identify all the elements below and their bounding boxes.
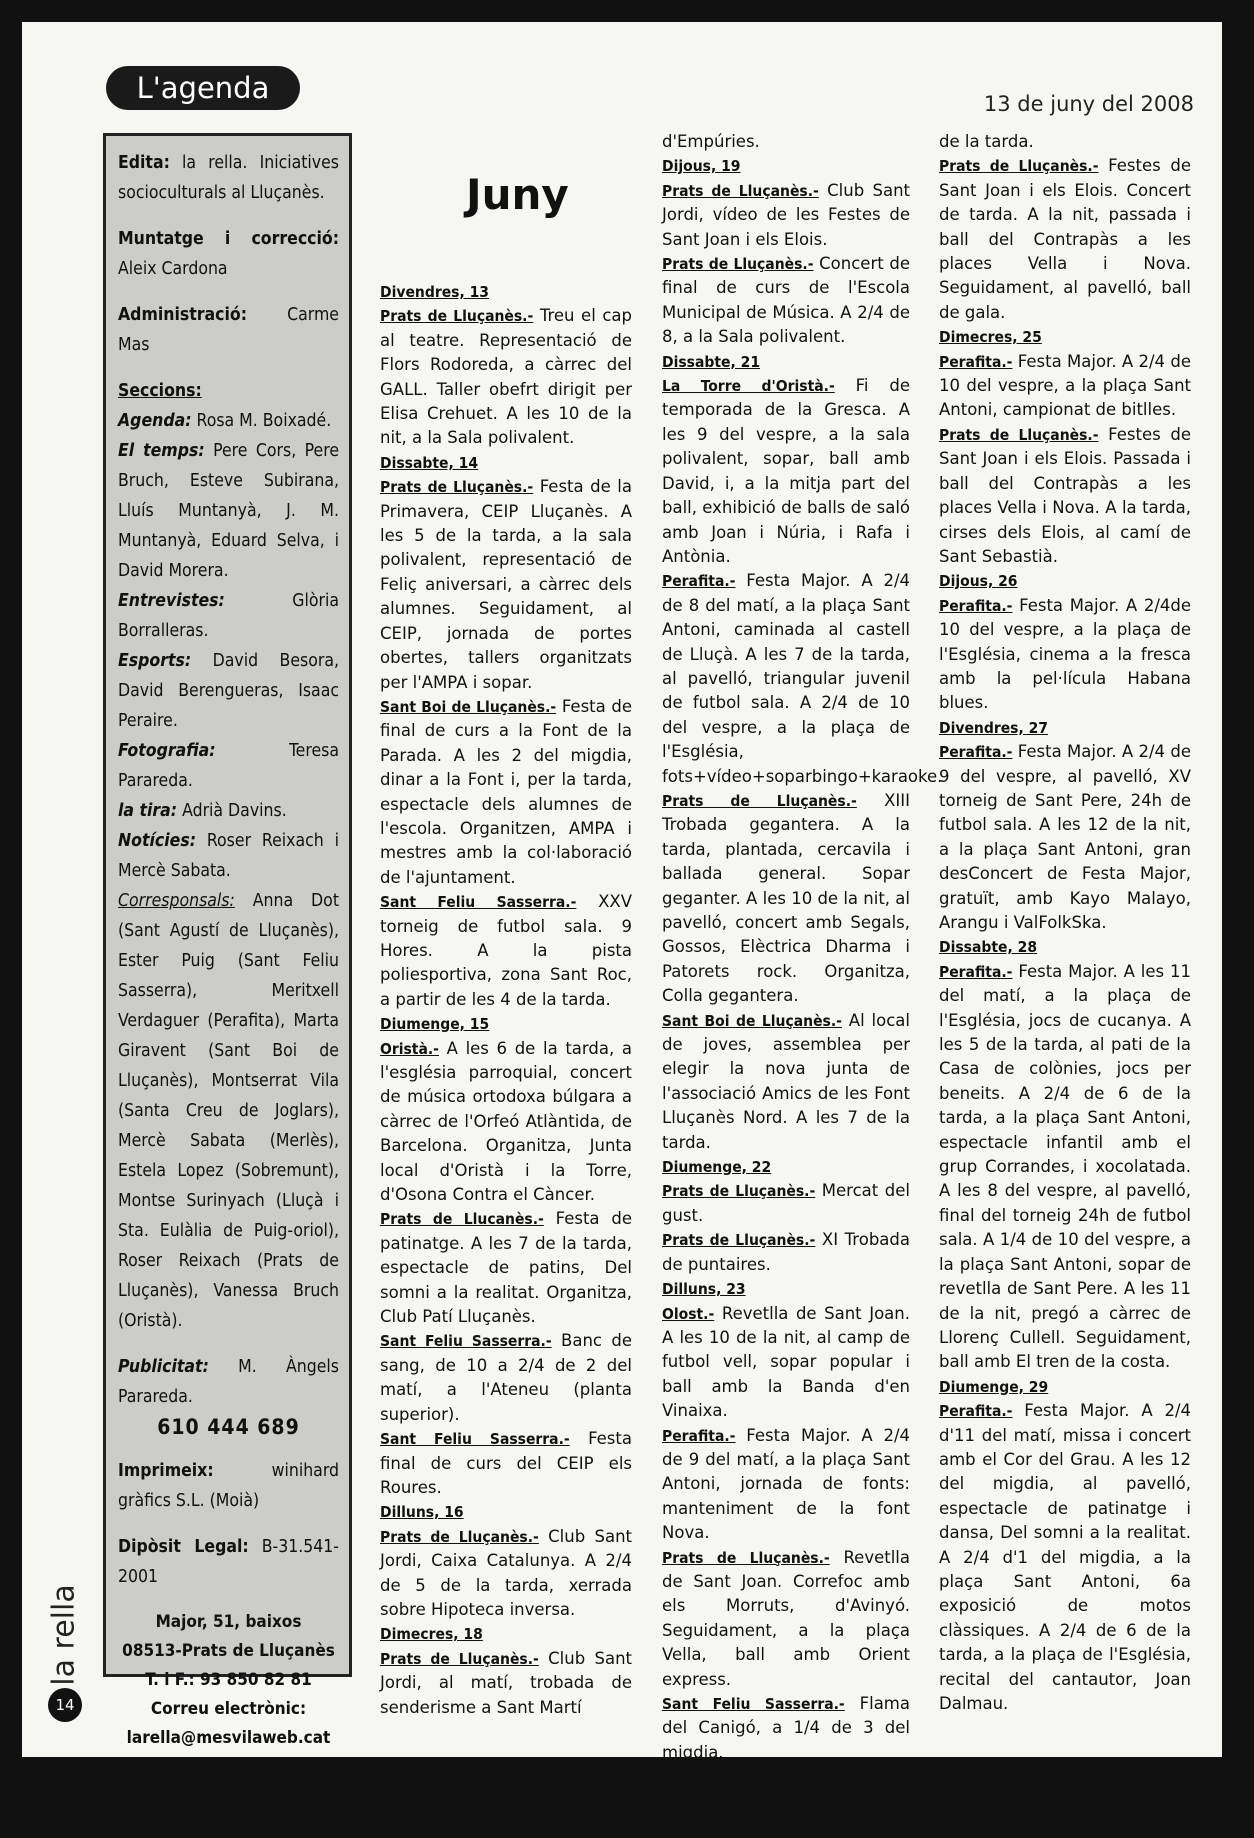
entry-place: Sant Boi de Lluçanès.- [380,697,557,716]
section-title: L'agenda [136,71,270,105]
advertising-phone: 610 444 689 [157,1415,300,1439]
agenda-entry [380,695,632,890]
entry-text: Banc de sang, de 10 a 2/4 de 2 del matí, a l'Ateneu (planta superior). [380,1331,632,1424]
agenda-entry [380,1207,632,1329]
day-heading: Dissabte, 21 [662,352,761,371]
agenda-entry [662,1546,910,1692]
agenda-entry [662,1009,910,1155]
entry-text: XIII Trobada gegantera. A la tarda, plantada, cercavila i ballada general. Sopar geganter. A les 10 de la nit, al pavelló, concert amb Segals, Gossos, Elèctrica Dharma i Patorets rock. Organitza, Colla gegantera. [662,790,910,1006]
admin-value: Carme Mas [118,305,339,355]
entry-text: Festa Major. A 2/4 de 9 del vespre, al pavelló, XV torneig de Sant Pere, 24h de futbol sala. A les 12 de la nit, a la plaça Sant Antoni, gran desConcert de Festa Major, gratuït, amb Kayo Malayo, Arangu i ValFolkSka. [939,742,1191,932]
entry-place: Sant Feliu Sasserra.- [380,893,577,912]
noticies-value: Roser Reixach i Mercè Sabata. [118,831,339,881]
temps-label: El temps: [118,441,205,461]
day-heading: Dilluns, 23 [662,1280,746,1299]
entry-place: La Torre d'Oristà.- [662,377,835,396]
entry-text: Concert de final de curs de l'Escola Municipal de Música. A 2/4 de 8, a la Sala polivalent. [662,254,910,347]
agenda-entry [380,1647,632,1720]
publicitat-label: Publicitat: [118,1357,209,1377]
entry-place: Prats de Lluçanès.- [380,478,534,497]
publicitat-value: M. Àngels Parareda. [118,1357,339,1407]
agenda-entry [662,1790,910,1838]
entry-text: Festa de la Primavera, CEIP Lluçanès. A les 5 de la tarda, a la sala polivalent, representació de Feliç aniversari, a càrrec dels alumnes. Seguidament, al CEIP, jornada de portes obertes, tallers organitzats per l'AMPA i sopar. [380,477,632,692]
entry-text: Flama del Canigó, a 1/4 de 3 del migdia. [662,1694,910,1762]
entry-text: Festa final de curs del CEIP els Roures. [380,1429,632,1497]
entry-place: Prats de Lluçanès.- [939,425,1099,444]
agenda-entry [939,740,1191,935]
entry-place: Olost.- [662,1304,715,1323]
agenda-entry [380,1329,632,1427]
entry-place: Perafita.- [939,962,1013,981]
entry-text: Club Sant Jordi, al matí, trobada de senderisme a Sant Martí [380,1648,632,1717]
agenda-entry [662,374,910,569]
entry-place: Prats de Lluçanès.- [380,307,534,326]
entry-place: Prats de Lluçanès.- [662,791,857,810]
address-street: Major, 51, baixos [155,1612,302,1632]
entry-place: Perafita.- [662,1426,736,1445]
muntatge-value: Aleix Cardona [118,259,228,279]
tira-label: la tira: [118,801,178,821]
agenda-entry [939,350,1191,423]
agenda-entry [380,1037,632,1208]
noticies-label: Notícies: [118,831,196,851]
entry-text: Revetlla de Sant Joan. A les 10 de la nit, al camp de futbol vell, sopar popular i ball amb la Banda d'en Vinaixa. [662,1303,910,1421]
agenda-entry [662,1302,910,1424]
agenda-entry [380,475,632,695]
agenda-column-2 [662,130,943,1838]
entrevistes-label: Entrevistes: [118,591,225,611]
entry-place: Oristà.- [380,1039,439,1058]
muntatge-label: Muntatge i correcció: [118,229,339,249]
agenda-entry [939,960,1191,1375]
corresponsals-value: Anna Dot (Sant Agustí de Lluçanès), Ester Puig (Sant Feliu Sasserra), Meritxell Verdaguer (Perafita), Marta Giravent (Sant Boi de Lluçanès), Montserrat Vila (Santa Creu de Joglars), Mercè Sabata (Merlès), Estela Lopez (Sobremunt), Montse Surinyach (Lluçà i Sta. Eulàlia de Puig-oriol), Roser Reixach (Prats de Lluçanès), Vanessa Bruch (Oristà). [118,891,339,1331]
address-town: 08513-Prats de Lluçanès [122,1641,335,1661]
day-heading: Diumenge, 22 [662,1158,772,1177]
day-heading: Diumenge, 29 [939,1377,1049,1396]
seccions-label: Seccions: [118,381,202,401]
entry-text: Treu el cap al teatre. Representació de Flors Rodoreda, a càrrec del GALL. Taller obefrt dirigit per Elisa Crehuet. A les 10 de la nit, a la Sala polivalent. [380,306,633,448]
entrevistes-value: Glòria Borralleras. [118,591,339,641]
entry-place: Prats de Llucanès.- [380,1210,544,1229]
entry-text: Festa Major. A 2/4 de 9 del matí, a la plaça Sant Antoni, jornada de fonts: manteniment de la font Nova. [662,1425,910,1543]
issue-date: 13 de juny del 2008 [983,92,1194,116]
entry-text: Festes de Sant Joan i els Elois. Concert de tarda. A la nit, passada i ball del Contrapàs a les places Vella i Nova. Seguidament, al pavelló, ball de gala. [939,156,1191,322]
day-heading: Dimecres, 18 [380,1625,483,1644]
temps-value: Pere Cors, Pere Bruch, Esteve Subirana, Lluís Muntanyà, J. M. Muntanyà, Eduard Selva, i David Morera. [118,441,340,581]
month-heading: Juny [466,170,569,219]
agenda-entry [380,1525,632,1623]
agenda-entry [662,179,910,252]
agenda-column-1 [380,280,632,1720]
agenda-entry [662,1179,910,1228]
entry-text: A les 6 de la tarda, a l'església parroquial, concert de música ortodoxa búlgara a càrrec de l'Orfeó Atlàntida, de Barcelona. Organitza, Junta local d'Oristà i la Torre, d'Osona Contra el Càncer. [380,1038,632,1205]
entry-text: Al local de joves, assemblea per elegir la nova junta de l'associació Amics de les Font Lluçanès Nord. A les 7 de la tarda. [662,1010,910,1152]
agenda-entry [380,304,632,450]
corresponsals-label: Corresponsals: [118,891,235,911]
day-heading: Dijous, 26 [939,572,1018,591]
fotografia-value: Teresa Parareda. [118,741,339,791]
entry-place: Prats de Lluçanès.- [662,1182,816,1201]
edita-value: la rella. Iniciatives socioculturals al Lluçanès. [118,153,339,203]
page-number: 14 [48,1688,82,1722]
agenda-value: Rosa M. Boixadé. [196,411,332,431]
blog-url-path: /larella [201,1809,256,1827]
agenda-entry [939,154,1191,325]
day-heading: Divendres, 13 [380,283,490,301]
entry-place: Perafita.- [662,572,736,591]
entry-text: Fi de temporada de la Gresca. A les 9 del vespre, a la sala polivalent, sopar, ball amb David, i, a la mitja part del ball, exhibició de balls de saló amb Joan i Núria, i Rafa i Antònia. [662,376,910,566]
entry-place: Perafita.- [939,1402,1013,1421]
agenda-entry [380,890,632,1012]
agenda-entry [662,130,910,154]
day-heading: Diumenge, 15 [380,1015,490,1034]
entry-text: Revetlla de Sant Joan. Correfoc amb els Morruts, d'Avinyó. Seguidament, a la plaça Vella, ball amb Orient express. [662,1547,910,1689]
entry-place: Perafita.- [939,596,1013,615]
email-label: Correu electrònic: [150,1699,307,1719]
entry-text: XXV torneig de futbol sala. 9 Hores. A la pista poliesportiva, zona Sant Roc, a partir de les 4 de la tarda. [380,892,632,1009]
entry-place: Perafita.- [939,352,1013,371]
blog-url: http://blocs.mesvilaweb.cat [119,1785,338,1803]
entry-place: Prats de Lluçanès.- [939,157,1099,176]
entry-text: Festa Major. A 2/4 d'11 del matí, missa i concert amb el Cor del Grau. A les 12 del migdia, al pavelló, espectacle de patinatge i dansa, Del somni a la realitat. A 2/4 d'1 del migdia, a la plaça Sant Antoni, 6a exposició de motos clàssiques. A 2/4 de 6 de la tarda, a la plaça de l'Església, recital del cantautor, Joan Dalmau. [939,1401,1191,1713]
admin-label: Administració: [118,305,247,325]
agenda-entry [662,1228,910,1277]
agenda-entry [939,130,1191,154]
entry-place: Sant Feliu Sasserra.- [380,1430,570,1449]
esports-label: Esports: [118,651,192,671]
agenda-entry [662,569,943,789]
entry-text: Festa Major. A 2/4 de 8 del matí, a la plaça Sant Antoni, caminada al castell de Lluçà. A les 7 de la tarda, al pavelló, triangular juvenil de futbol sala. A 2/4 de 10 del vespre, a la plaça de l'Església, fots+vídeo+soparbingo+karaoke. [662,571,943,786]
day-heading: Divendres, 27 [939,718,1049,737]
imprimeix-value: winihard gràfics S.L. (Moià) [118,1461,339,1511]
staff-box [103,133,352,1827]
imprimeix-label: Imprimeix: [118,1461,214,1481]
diposit-label: Dipòsit Legal: [118,1537,249,1557]
day-heading: Dissabte, 14 [380,453,479,472]
entry-text: Festa Major. A les 11 del matí, a la plaça de l'Església, jocs de cucanya. A les 5 de la tarda, al pati de la Casa de colònies, jocs per beneits. A 2/4 de 6 de la tarda, a la plaça Sant Antoni, espectacle infantil amb el grup Corrandes, i xocolatada. A les 8 del vespre, al pavelló, final del torneig 24h de futbol sala. A 1/4 de 10 del vespre, a la plaça Sant Antoni, sopar de revetlla de Sant Pere. A les 11 de la nit, pregó a càrrec de Llorenç Cullell. Seguidament, ball amb El tren de la costa. [939,961,1191,1372]
entry-place: Prats de Lluçanès.- [662,255,814,274]
agenda-label: Agenda: [118,411,192,431]
day-heading: Dijous, 19 [662,157,741,176]
fotografia-label: Fotografia: [118,741,216,761]
entry-text: Festa de patinatge. A les 7 de la tarda, espectacle de patins, Del somni a la realitat. Organitza, Club Patí Lluçanès. [380,1209,632,1327]
entry-place: Prats de Lluçanès.- [380,1527,539,1546]
entry-text: Mercat del gust. [662,1181,910,1225]
entry-place: Prats de Lluçanès.- [380,1649,539,1668]
entry-place: Sant Feliu Sasserra.- [662,1695,845,1713]
tira-value: Adrià Davins. [182,801,287,821]
day-heading: Dimecres, 25 [939,328,1042,347]
entry-place: Prats de Lluçanès.- [662,1548,830,1567]
day-heading: Dilluns, 16 [380,1503,464,1522]
esports-value: David Besora, David Berengueras, Isaac Peraire. [118,651,339,731]
entry-text: Club Sant Jordi, vídeo de les Festes de Sant Joan i els Elois. [662,180,910,249]
agenda-entry [662,1424,910,1546]
day-heading: Dissabte, 28 [939,938,1038,957]
entry-text: d'Empúries. [662,132,760,151]
blog-label: Bloc: [207,1757,250,1777]
entry-text: Club Sant Jordi, Caixa Catalunya. A 2/4 de 5 de la tarda, xerrada sobre Hipoteca inversa. [380,1526,632,1619]
diposit-value: B-31.541-2001 [118,1537,339,1587]
agenda-entry [380,1427,632,1500]
agenda-entry [939,423,1191,569]
entry-place: Sant Feliu Sasserra.- [380,1332,552,1351]
magazine-name-vertical: la rella [46,1584,82,1686]
entry-text: Festa Major. A 2/4de 10 del vespre, a la plaça de l'Església, cinema a la fresca amb la pel·lícula Habana blues. [939,595,1191,713]
agenda-entry [662,1692,910,1765]
entry-place: Prats de Lluçanès.- [662,181,819,200]
entry-text: Festa Major. A 2/4 de 10 del vespre, a la plaça Sant Antoni, campionat de bitlles. [939,351,1191,420]
entry-text: Festa de final de curs a la Font de la Parada. A les 2 del migdia, dinar a la Font i, per la tarda, espectacle dels alumnes de l'escola. Organitzen, AMPA i mestres amb la col·laboració de l'ajuntament. [380,696,632,887]
edita-label: Edita: [118,153,170,173]
entry-text: Festa de Sant Joan al Casal. Berenar i ball, a les 6 [662,1791,910,1836]
section-badge [106,66,300,110]
day-heading: Dimarts, 24 [662,1768,754,1787]
agenda-entry [662,252,910,350]
agenda-column-3 [939,130,1191,1716]
entry-text: Festes de Sant Joan i els Elois. Passada i ball del Contrapàs a les places Vella i Nova. A la tarda, cirses dels Elois, al camí de Sant Sebastià. [939,424,1191,566]
agenda-entry [939,1399,1191,1716]
email-address: larella@mesvilaweb.cat [126,1728,331,1748]
entry-place: Sant Boi de Lluçanès.- [662,1011,842,1030]
agenda-entry [939,594,1191,716]
entry-text: de la tarda. [939,132,1034,151]
address-phone: T. i F.: 93 850 82 81 [145,1670,312,1690]
entry-place: Olost.- [662,1792,715,1811]
entry-place: Prats de Lluçanès.- [662,1231,816,1250]
entry-place: Perafita.- [939,743,1013,762]
agenda-entry [662,789,910,1009]
entry-text: XI Trobada de puntaires. [662,1230,910,1274]
